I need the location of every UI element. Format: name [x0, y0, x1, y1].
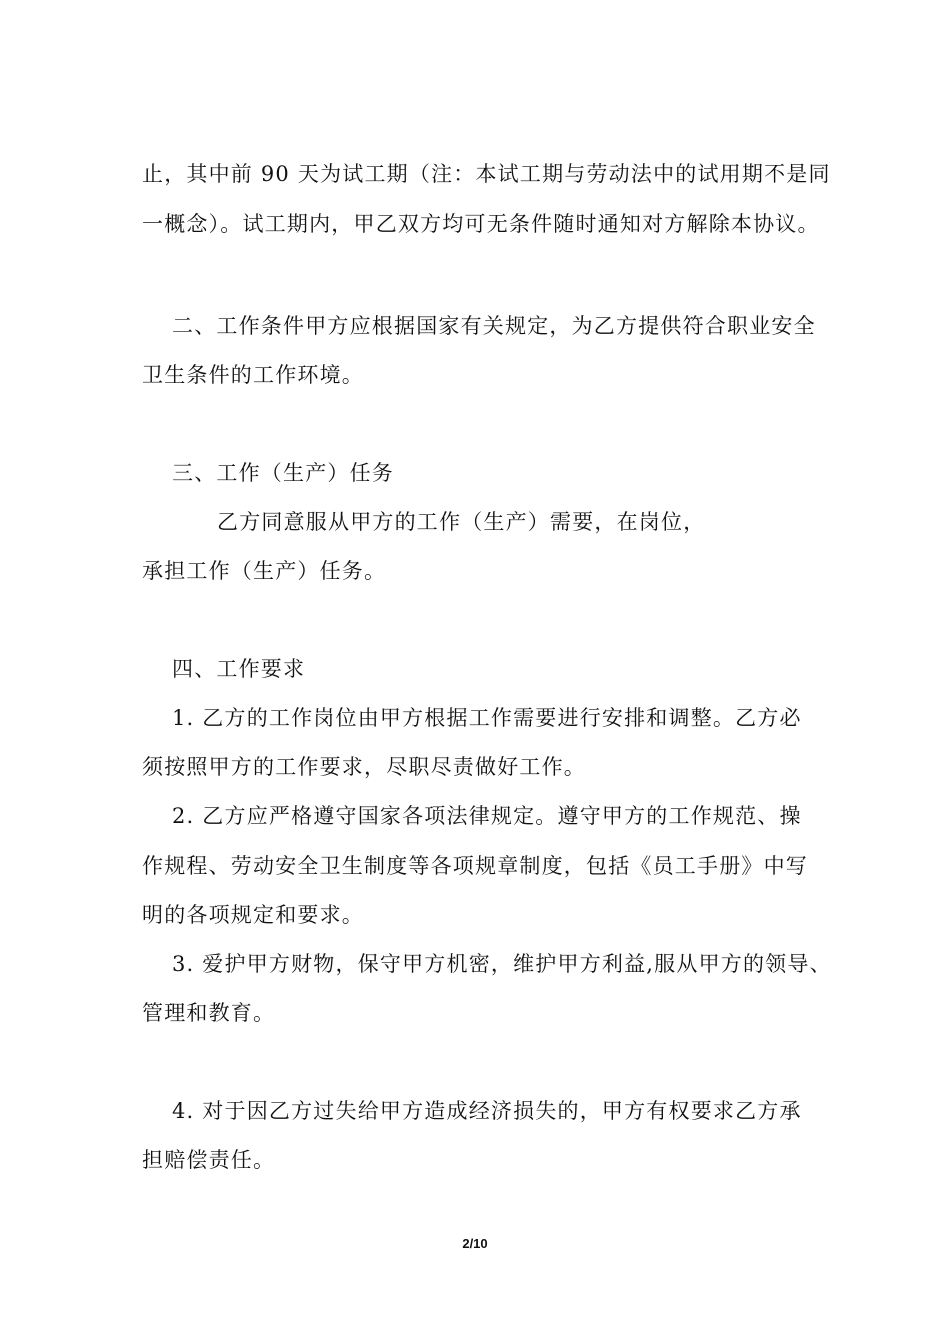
text-line-2: 一概念）。试工期内，甲乙双方均可无条件随时通知对方解除本协议。	[142, 212, 820, 236]
section-4-heading: 四、工作要求	[172, 657, 306, 681]
item-3-line-2: 管理和教育。	[142, 1001, 276, 1025]
item-4-line-2: 担赔偿责任。	[142, 1148, 276, 1172]
section-3-line-1: 乙方同意服从甲方的工作（生产）需要，在岗位，	[217, 510, 706, 534]
item-3-line-1: 3. 爱护甲方财物，保守甲方机密，维护甲方利益,服从甲方的领导、	[172, 952, 832, 976]
item-2-line-1: 2. 乙方应严格遵守国家各项法律规定。遵守甲方的工作规范、操	[172, 804, 802, 828]
section-2-line-1: 二、工作条件甲方应根据国家有关规定，为乙方提供符合职业安全	[172, 314, 816, 338]
item-1-line-2: 须按照甲方的工作要求，尽职尽责做好工作。	[142, 755, 586, 779]
item-2-line-2: 作规程、劳动安全卫生制度等各项规章制度，包括《员工手册》中写	[142, 854, 808, 878]
item-1-line-1: 1. 乙方的工作岗位由甲方根据工作需要进行安排和调整。乙方必	[172, 706, 802, 730]
section-3-heading: 三、工作（生产）任务	[172, 461, 394, 485]
page-number: 2/10	[462, 1236, 488, 1251]
section-2-line-2: 卫生条件的工作环境。	[142, 363, 364, 387]
text-line-1: 止，其中前 90 天为试工期（注：本试工期与劳动法中的试用期不是同	[142, 162, 831, 186]
section-3-line-2: 承担工作（生产）任务。	[142, 559, 387, 583]
item-4-line-1: 4. 对于因乙方过失给甲方造成经济损失的，甲方有权要求乙方承	[172, 1099, 802, 1123]
item-2-line-3: 明的各项规定和要求。	[142, 903, 364, 927]
